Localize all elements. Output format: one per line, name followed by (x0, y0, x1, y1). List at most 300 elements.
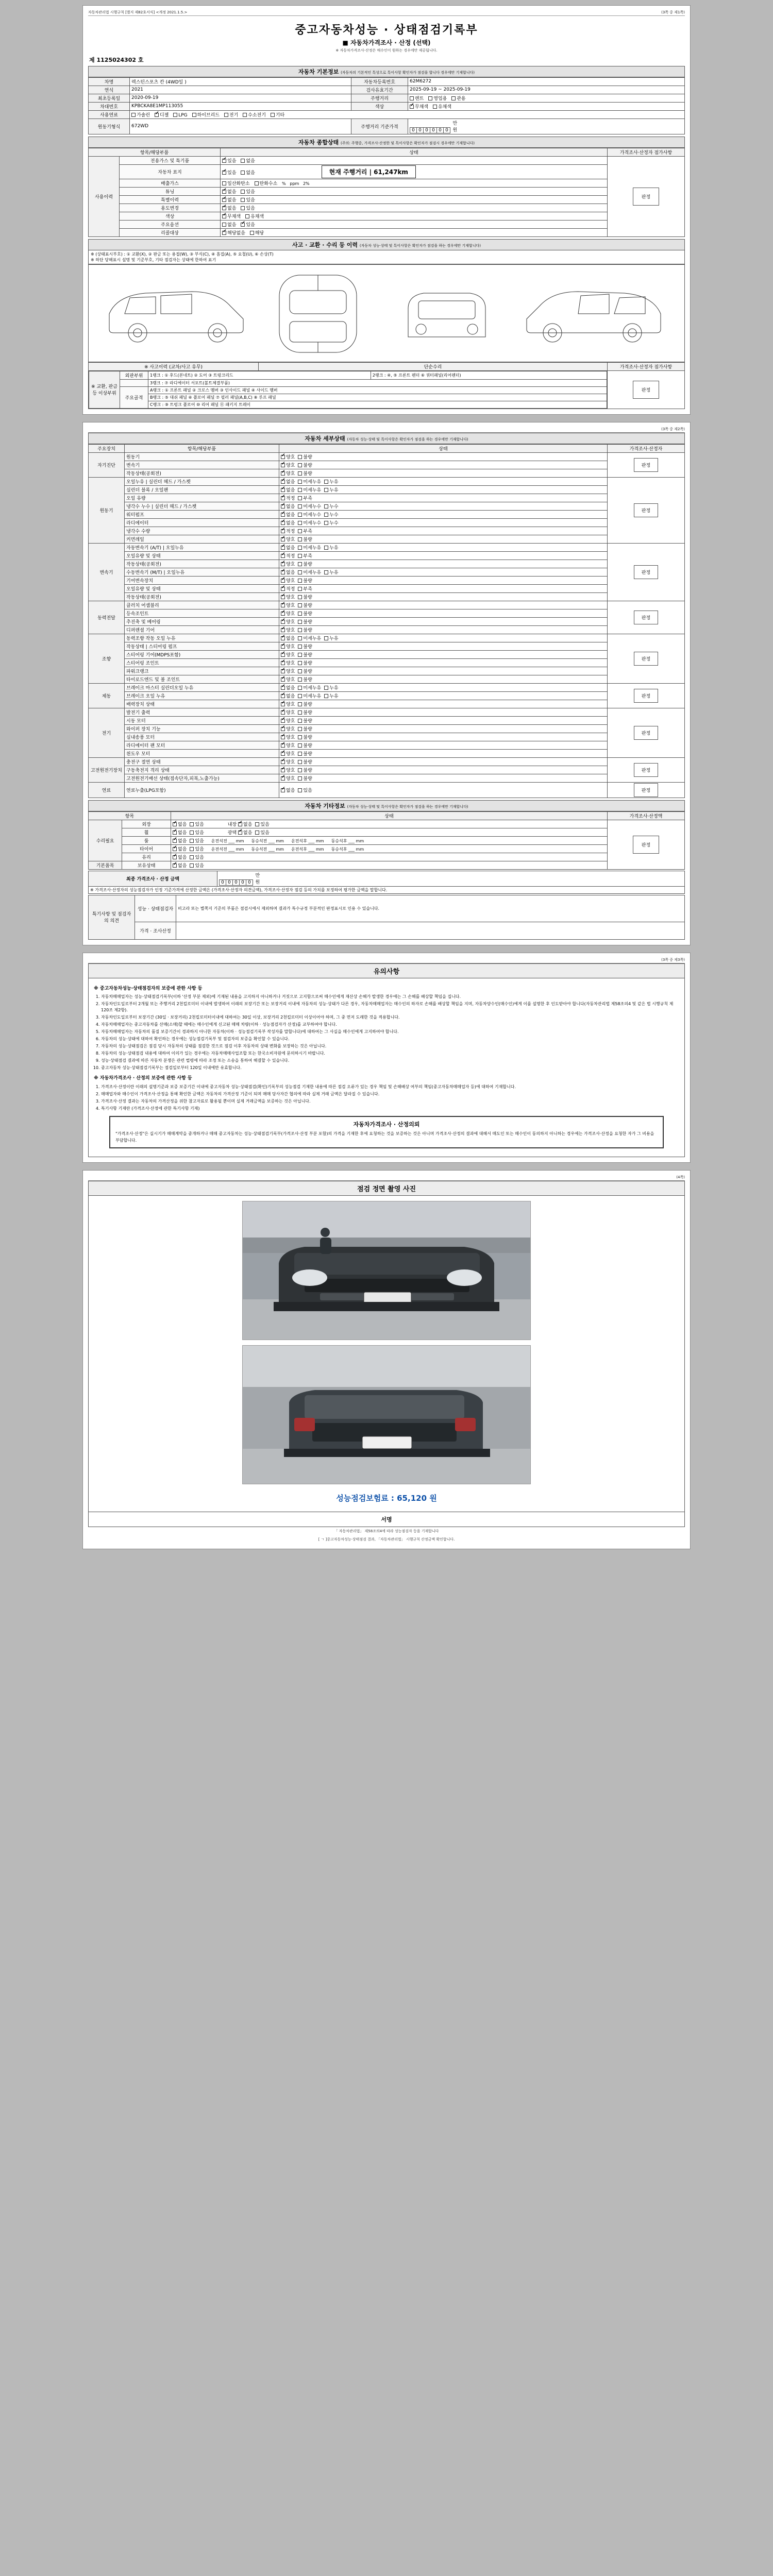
overall-opt-1-1[interactable]: 없음 (241, 169, 255, 176)
overall-opt-7-0[interactable]: 없음 (222, 221, 236, 228)
overall-state-2 (221, 179, 608, 187)
checkbox-icon[interactable] (324, 546, 328, 550)
basic-value2-0: 62М6272 (408, 77, 685, 86)
checkbox-icon[interactable] (298, 710, 302, 715)
detail-opt-1-4-1[interactable] (298, 511, 321, 518)
checkbox-icon[interactable] (281, 776, 285, 781)
list-item: 8. 자동차의 성능·상태점검 내용에 대하여 이의가 있는 경우에는 자동차매매사업조합 또는 한국소비자원에 문의하시기 바랍니다. (101, 1050, 679, 1057)
table-row (89, 691, 685, 700)
checkbox-icon[interactable] (298, 760, 302, 764)
checkbox-icon[interactable] (298, 677, 302, 682)
list-item: 1. 자동차매매업자는 성능·상태점검기록부(이하 '산정 부분 제외)에 기재된 내용을 고지하지 아니하거나 거짓으로 고지함으로써 매수인에게 재산상 손해가 발생한 경우에는 그 손해를 배상할 책임을 집니다. (101, 994, 679, 1000)
checkbox-icon[interactable] (281, 669, 285, 673)
detail-opt-5-1-2[interactable] (324, 692, 338, 699)
checkbox-icon[interactable] (281, 570, 285, 574)
checkbox-icon[interactable] (190, 855, 194, 859)
etc-opt2-1-1[interactable] (255, 829, 269, 836)
checkbox-icon[interactable] (281, 702, 285, 706)
detail-opt-7-1-1[interactable] (298, 767, 312, 773)
checkbox-icon[interactable] (298, 546, 302, 550)
detail-opt-4-5-0[interactable] (281, 676, 295, 683)
checkbox-icon[interactable] (281, 455, 285, 459)
etc-opt-4-1[interactable] (190, 854, 204, 860)
overall-opt-4-0[interactable]: ✔ 없음 (222, 196, 236, 203)
detail-opt-1-1-2[interactable] (324, 486, 338, 493)
detail-opt-2-3-0[interactable] (281, 569, 295, 575)
detail-opt-2-0-1[interactable] (298, 544, 321, 551)
fuel-option-0[interactable]: 가솔린 (131, 111, 150, 118)
checkbox-icon[interactable] (281, 521, 285, 525)
detail-opt-3-1-0[interactable] (281, 610, 295, 617)
usechange-option-0[interactable]: 렌트 (410, 95, 424, 101)
detail-opt-label: 양호 (286, 628, 295, 633)
overall-opt-8-1[interactable]: 해당 (250, 229, 264, 236)
fuel-option-6[interactable]: 기타 (271, 111, 284, 118)
detail-opt-6-4-0[interactable] (281, 742, 295, 749)
etc-opt2-0-0[interactable] (238, 821, 252, 827)
detail-opt-4-2-1[interactable] (298, 651, 312, 658)
checkbox-icon[interactable] (255, 822, 259, 826)
detail-opt-6-0-0[interactable] (281, 709, 295, 716)
overall-opt-7-1[interactable]: ✔ 있음 (241, 221, 255, 228)
checkbox-icon[interactable] (281, 752, 285, 756)
etc-opt-0-0[interactable] (173, 821, 187, 827)
detail-opt-6-1-0[interactable] (281, 717, 295, 724)
checkbox-icon[interactable] (281, 603, 285, 607)
detail-verdict-8 (608, 782, 685, 798)
etc-item-2: 룸 (122, 836, 171, 844)
detail-opt-6-5-1[interactable] (298, 750, 312, 757)
checkbox-icon[interactable] (281, 768, 285, 772)
checkbox-icon[interactable] (298, 529, 302, 533)
detail-opt-label: 양호 (286, 710, 295, 716)
checkbox-icon[interactable] (298, 603, 302, 607)
etc-opt2-1-0[interactable] (238, 829, 252, 836)
guarantee-title: 자동차가격조사 · 산정의뢰 (353, 1121, 420, 1128)
checkbox-icon[interactable] (281, 537, 285, 541)
detail-opt-1-2-1[interactable] (298, 495, 312, 501)
detail-opt-label: 양호 (286, 718, 295, 724)
detail-opt-5-2-1[interactable] (298, 701, 312, 707)
detail-opt-1-0-0[interactable] (281, 478, 295, 485)
detail-opt-4-4-0[interactable] (281, 668, 295, 674)
detail-opt-7-2-1[interactable] (298, 775, 312, 782)
checkbox-icon[interactable] (298, 776, 302, 781)
overall-table (88, 148, 685, 237)
checkbox-icon[interactable] (173, 863, 177, 868)
checkbox-icon[interactable] (281, 735, 285, 739)
table-row (89, 379, 607, 386)
overall-opt-5-1[interactable]: 있음 (241, 205, 255, 211)
checkbox-icon[interactable] (324, 504, 328, 509)
checkbox-icon[interactable] (255, 831, 259, 835)
detail-opt-1-4-0[interactable] (281, 511, 295, 518)
checkbox-icon[interactable] (298, 570, 302, 574)
checkbox-icon[interactable] (281, 743, 285, 748)
detail-opt-1-0-2[interactable] (324, 478, 338, 485)
detail-opt-2-3-2[interactable] (324, 569, 338, 575)
checkbox-icon[interactable] (298, 719, 302, 723)
detail-opt-label: 누수 (329, 512, 339, 518)
detail-item-3-1: 등속조인트 (125, 609, 279, 617)
overall-opt-6-1[interactable]: 유채색 (245, 213, 264, 219)
detail-opt-1-0-1[interactable] (298, 478, 321, 485)
checkbox-icon[interactable] (281, 653, 285, 657)
detail-item-4-4: 파워크랭크 (125, 667, 279, 675)
checkbox-icon[interactable] (281, 636, 285, 640)
table-row (89, 477, 685, 485)
table-row (89, 510, 685, 518)
checkbox-icon[interactable] (298, 595, 302, 599)
detail-opt-7-1-0[interactable] (281, 767, 295, 773)
checkbox-icon[interactable] (298, 788, 302, 792)
checkbox-icon[interactable] (281, 645, 285, 649)
checkbox-icon[interactable] (298, 735, 302, 739)
checkbox-icon[interactable] (281, 463, 285, 467)
checkbox-icon[interactable] (190, 831, 194, 835)
detail-opt-4-0-0[interactable] (281, 635, 295, 641)
detail-verdict-6 (608, 708, 685, 757)
detail-opt-2-4-1[interactable] (298, 577, 312, 584)
checkbox-icon[interactable] (281, 554, 285, 558)
checkbox-icon[interactable] (324, 570, 328, 574)
detail-opt-1-4-2[interactable] (324, 511, 338, 518)
detail-opt-5-0-1[interactable] (298, 684, 321, 691)
detail-opt-3-2-0[interactable] (281, 618, 295, 625)
checkbox-icon[interactable] (298, 554, 302, 558)
checkbox-icon[interactable] (298, 620, 302, 624)
checkbox-icon[interactable] (281, 546, 285, 550)
checkbox-icon[interactable] (298, 612, 302, 616)
etc-opt-3-0[interactable] (173, 845, 187, 852)
checkbox-icon[interactable] (281, 686, 285, 690)
detail-opt-4-3-1[interactable] (298, 659, 312, 666)
checkbox-icon[interactable] (298, 669, 302, 673)
checkbox-icon[interactable] (298, 628, 302, 632)
basic-value-3: KPBCKA8E1MP113055 (130, 102, 351, 110)
checkbox-icon[interactable] (298, 521, 302, 525)
checkbox-icon[interactable] (298, 743, 302, 748)
detail-opt-label: 누유 (329, 636, 339, 641)
detail-opt-5-0-0[interactable] (281, 684, 295, 691)
detail-opt-5-1-1[interactable] (298, 692, 321, 699)
checkbox-icon[interactable] (324, 480, 328, 484)
overall-opt-0-1[interactable]: 없음 (241, 157, 255, 164)
detail-state-2-2 (279, 560, 608, 568)
checkbox-icon[interactable] (298, 463, 302, 467)
checkbox-icon[interactable] (298, 694, 302, 698)
detail-opt-6-5-0[interactable] (281, 750, 295, 757)
table-row (89, 733, 685, 741)
list-item: 5. 자동차매매업자는 자동차의 품질 보증기간이 경과하지 아니한 자동차(이하 · 성능점검기록부 작성자를 말합니다)에 대하여는 그 사실을 매수인에게 고지하여야 합니다. (101, 1029, 679, 1035)
checkbox-icon[interactable] (298, 488, 302, 492)
overall-opt-4-1[interactable]: 있음 (241, 196, 255, 203)
detail-opt-2-5-0[interactable] (281, 585, 295, 592)
overall-opt-6-0[interactable]: ✔ 무채색 (222, 213, 241, 219)
section-detail-title: 자동차 세부상태 (305, 435, 345, 442)
detail-opt-1-6-0[interactable] (281, 528, 295, 534)
checkbox-icon[interactable] (281, 612, 285, 616)
table-row (89, 551, 685, 560)
checkbox-icon[interactable] (298, 587, 302, 591)
overall-opt-3-0[interactable]: ✔ 없음 (222, 188, 236, 195)
checkbox-icon[interactable] (190, 822, 194, 826)
detail-opt-3-3-1[interactable] (298, 626, 312, 633)
accident-verdict (608, 370, 685, 409)
detail-opt-2-4-0[interactable] (281, 577, 295, 584)
checkbox-icon[interactable] (281, 628, 285, 632)
checkbox-icon[interactable] (298, 702, 302, 706)
basic-info-table (88, 77, 685, 134)
usechange-option-1[interactable]: 영업용 (428, 95, 447, 101)
detail-opt-2-2-0[interactable] (281, 561, 295, 567)
detail-opt-6-1-1[interactable] (298, 717, 312, 724)
detail-opt-2-0-2[interactable] (324, 544, 338, 551)
fuel-option-1[interactable]: ✔ 디젤 (155, 111, 169, 118)
etc-opt-5-1[interactable] (190, 862, 204, 869)
detail-opt-0-1-1[interactable] (298, 462, 312, 468)
checkbox-icon[interactable] (190, 847, 194, 851)
detail-opt-2-6-1[interactable] (298, 594, 312, 600)
checkbox-icon[interactable] (281, 760, 285, 764)
etc-opt-2-1[interactable] (190, 837, 204, 844)
checkbox-icon[interactable] (238, 831, 242, 835)
detail-opt-4-0-2[interactable] (324, 635, 338, 641)
detail-opt-8-0-0[interactable] (281, 787, 295, 793)
detail-opt-5-2-0[interactable] (281, 701, 295, 707)
detail-group-8: 연료 (89, 782, 125, 798)
etc-opt2-0-1[interactable] (255, 821, 269, 827)
checkbox-icon[interactable] (298, 752, 302, 756)
detail-opt-3-0-1[interactable] (298, 602, 312, 608)
checkbox-icon[interactable] (324, 488, 328, 492)
detail-opt-3-0-0[interactable] (281, 602, 295, 608)
detail-opt-4-2-0[interactable] (281, 651, 295, 658)
checkbox-icon[interactable] (281, 587, 285, 591)
detail-state-2-5 (279, 584, 608, 592)
checkbox-icon[interactable] (173, 855, 177, 859)
checkbox-icon[interactable] (324, 636, 328, 640)
checkbox-icon[interactable] (324, 521, 328, 525)
detail-col-3: 가격조사·산정자 (608, 444, 685, 452)
detail-opt-1-5-2[interactable] (324, 519, 338, 526)
etc-item-4: 유리 (122, 853, 171, 861)
checkbox-icon[interactable] (281, 788, 285, 792)
detail-opt-1-3-2[interactable] (324, 503, 338, 510)
checkbox-icon[interactable] (298, 727, 302, 731)
detail-opt-6-4-1[interactable] (298, 742, 312, 749)
checkbox-icon[interactable] (324, 694, 328, 698)
fuel-option-3[interactable]: 하이브리드 (192, 111, 220, 118)
checkbox-icon[interactable] (298, 504, 302, 509)
checkbox-icon[interactable] (298, 645, 302, 649)
detail-opt-4-4-1[interactable] (298, 668, 312, 674)
detail-state-6-4 (279, 741, 608, 749)
detail-opt-7-2-0[interactable] (281, 775, 295, 782)
overall-opt-8-0[interactable]: ✔ 해당없음 (222, 229, 245, 236)
detail-state-1-5 (279, 518, 608, 527)
detail-opt-6-2-1[interactable] (298, 725, 312, 732)
checkbox-icon[interactable] (298, 480, 302, 484)
detail-opt-0-0-0[interactable] (281, 453, 295, 460)
checkbox-icon[interactable] (281, 620, 285, 624)
detail-opt-0-1-0[interactable] (281, 462, 295, 468)
etc-opt2-label: 있음 (260, 830, 270, 836)
overall-opt-2-1[interactable]: 탄화수소 (255, 180, 278, 187)
overall-opt-2-0[interactable]: 일산화탄소 (222, 180, 249, 187)
checkbox-icon[interactable] (173, 847, 177, 851)
checkbox-icon[interactable] (298, 653, 302, 657)
etc-opt-1-0[interactable] (173, 829, 187, 836)
checkbox-icon[interactable] (281, 727, 285, 731)
detail-opt-4-3-0[interactable] (281, 659, 295, 666)
overall-opt-3-1[interactable]: 있음 (241, 188, 255, 195)
detail-opt-1-3-0[interactable] (281, 503, 295, 510)
checkbox-icon[interactable] (281, 471, 285, 476)
detail-opt-2-3-1[interactable] (298, 569, 321, 575)
checkbox-icon[interactable] (298, 686, 302, 690)
detail-opt-1-2-0[interactable] (281, 495, 295, 501)
checkbox-icon[interactable] (173, 831, 177, 835)
detail-opt-2-6-0[interactable] (281, 594, 295, 600)
etc-opt-1-1[interactable] (190, 829, 204, 836)
checkbox-icon[interactable] (173, 822, 177, 826)
checkbox-icon[interactable] (298, 537, 302, 541)
detail-opt-3-3-0[interactable] (281, 626, 295, 633)
checkbox-icon[interactable] (190, 863, 194, 868)
checkbox-icon[interactable] (238, 822, 242, 826)
overall-opt-1-0[interactable]: ✔ 있음 (222, 169, 236, 176)
detail-opt-6-2-0[interactable] (281, 725, 295, 732)
detail-opt-label: 누수 (329, 520, 339, 526)
detail-opt-4-5-1[interactable] (298, 676, 312, 683)
color-option-0[interactable]: ✔ 무채색 (410, 103, 428, 110)
checkbox-icon[interactable] (281, 504, 285, 509)
fuel-option-5[interactable]: 수소전기 (243, 111, 266, 118)
detail-opt-2-5-1[interactable] (298, 585, 312, 592)
etc-opt-4-0[interactable] (173, 854, 187, 860)
table-row (89, 535, 685, 543)
table-row (89, 820, 685, 828)
list-item: 4. 특기사항 기재란 (가격조사·산정에 관한 특기사항 기재) (101, 1106, 679, 1112)
checkbox-icon[interactable] (281, 661, 285, 665)
detail-opt-5-0-2[interactable] (324, 684, 338, 691)
detail-opt-0-2-1[interactable] (298, 470, 312, 477)
detail-opt-4-1-0[interactable] (281, 643, 295, 650)
detail-opt-6-3-0[interactable] (281, 734, 295, 740)
checkbox-icon[interactable] (298, 636, 302, 640)
detail-opt-7-0-1[interactable] (298, 758, 312, 765)
detail-opt-0-0-1[interactable] (298, 453, 312, 460)
checkbox-icon[interactable] (281, 677, 285, 682)
detail-opt-2-2-1[interactable] (298, 561, 312, 567)
detail-opt-5-1-0[interactable] (281, 692, 295, 699)
checkbox-icon[interactable] (298, 455, 302, 459)
detail-opt-1-5-1[interactable] (298, 519, 321, 526)
detail-opt-label: 양호 (286, 463, 295, 468)
checkbox-icon[interactable] (281, 496, 285, 500)
fuel-option-4[interactable]: 전기 (224, 111, 238, 118)
etc-opt-3-1[interactable] (190, 845, 204, 852)
checkbox-icon[interactable] (190, 839, 194, 843)
detail-opt-6-3-1[interactable] (298, 734, 312, 740)
damage-diagram (88, 264, 685, 362)
etc-opt-5-0[interactable] (173, 862, 187, 869)
detail-opt-2-1-1[interactable] (298, 552, 312, 559)
checkbox-icon[interactable] (281, 694, 285, 698)
checkbox-icon[interactable] (324, 686, 328, 690)
accident-legend-table (88, 362, 685, 409)
overall-opt-5-0[interactable]: ✔ 없음 (222, 205, 236, 211)
detail-item-1-5: 라디에이터 (125, 518, 279, 527)
detail-opt-4-0-1[interactable] (298, 635, 321, 641)
etc-opt-0-1[interactable] (190, 821, 204, 827)
checkbox-icon[interactable] (281, 513, 285, 517)
checkbox-icon[interactable] (281, 529, 285, 533)
detail-opt-3-1-1[interactable] (298, 610, 312, 617)
detail-opt-3-2-1[interactable] (298, 618, 312, 625)
fuel-option-2[interactable]: LPG (173, 113, 187, 118)
detail-opt-4-1-1[interactable] (298, 643, 312, 650)
checkbox-icon[interactable] (298, 513, 302, 517)
detail-opt-1-3-1[interactable] (298, 503, 321, 510)
checkbox-icon[interactable] (298, 471, 302, 476)
detail-opt-1-1-0[interactable] (281, 486, 295, 493)
overall-opt-0-0[interactable]: ✔ 있음 (222, 157, 236, 164)
rear-photo (242, 1345, 531, 1484)
etc-opt-2-0[interactable] (173, 837, 187, 844)
wheel-pos-2-2: 운전석후 ___ mm (291, 838, 324, 843)
detail-opt-8-0-1[interactable] (298, 787, 312, 793)
detail-opt-6-0-1[interactable] (298, 709, 312, 716)
checkbox-icon[interactable] (298, 562, 302, 566)
detail-opt-1-5-0[interactable] (281, 519, 295, 526)
detail-opt-1-7-1[interactable] (298, 536, 312, 543)
detail-opt-2-1-0[interactable] (281, 552, 295, 559)
checkbox-icon[interactable] (298, 768, 302, 772)
detail-opt-1-7-0[interactable] (281, 536, 295, 543)
detail-opt-1-1-1[interactable] (298, 486, 321, 493)
checkbox-icon[interactable] (281, 579, 285, 583)
detail-state-2-0 (279, 543, 608, 551)
etc-state-1 (171, 828, 608, 836)
total-digit-1: 0 (226, 879, 233, 886)
detail-opt-0-2-0[interactable] (281, 470, 295, 477)
checkbox-icon[interactable] (281, 719, 285, 723)
basic-label-5: 원동기형식 (89, 118, 130, 134)
table-header-row (89, 148, 685, 156)
checkbox-icon[interactable] (281, 710, 285, 715)
checkbox-icon[interactable] (298, 496, 302, 500)
color-option-1[interactable]: 유채색 (433, 103, 451, 110)
detail-opt-1-6-1[interactable] (298, 528, 312, 534)
section-accident-header (88, 239, 685, 250)
checkbox-icon[interactable] (281, 595, 285, 599)
checkbox-icon[interactable] (173, 839, 177, 843)
table-row (89, 716, 685, 724)
table-row (89, 675, 685, 683)
checkbox-icon[interactable] (298, 661, 302, 665)
checkbox-icon[interactable] (281, 488, 285, 492)
detail-opt-7-0-0[interactable] (281, 758, 295, 765)
checkbox-icon[interactable] (298, 579, 302, 583)
usechange-option-2[interactable]: 관용 (451, 95, 465, 101)
detail-opt-2-0-0[interactable] (281, 544, 295, 551)
checkbox-icon[interactable] (281, 480, 285, 484)
checkbox-icon[interactable] (324, 513, 328, 517)
table-row (89, 118, 685, 134)
checkbox-icon[interactable] (281, 562, 285, 566)
